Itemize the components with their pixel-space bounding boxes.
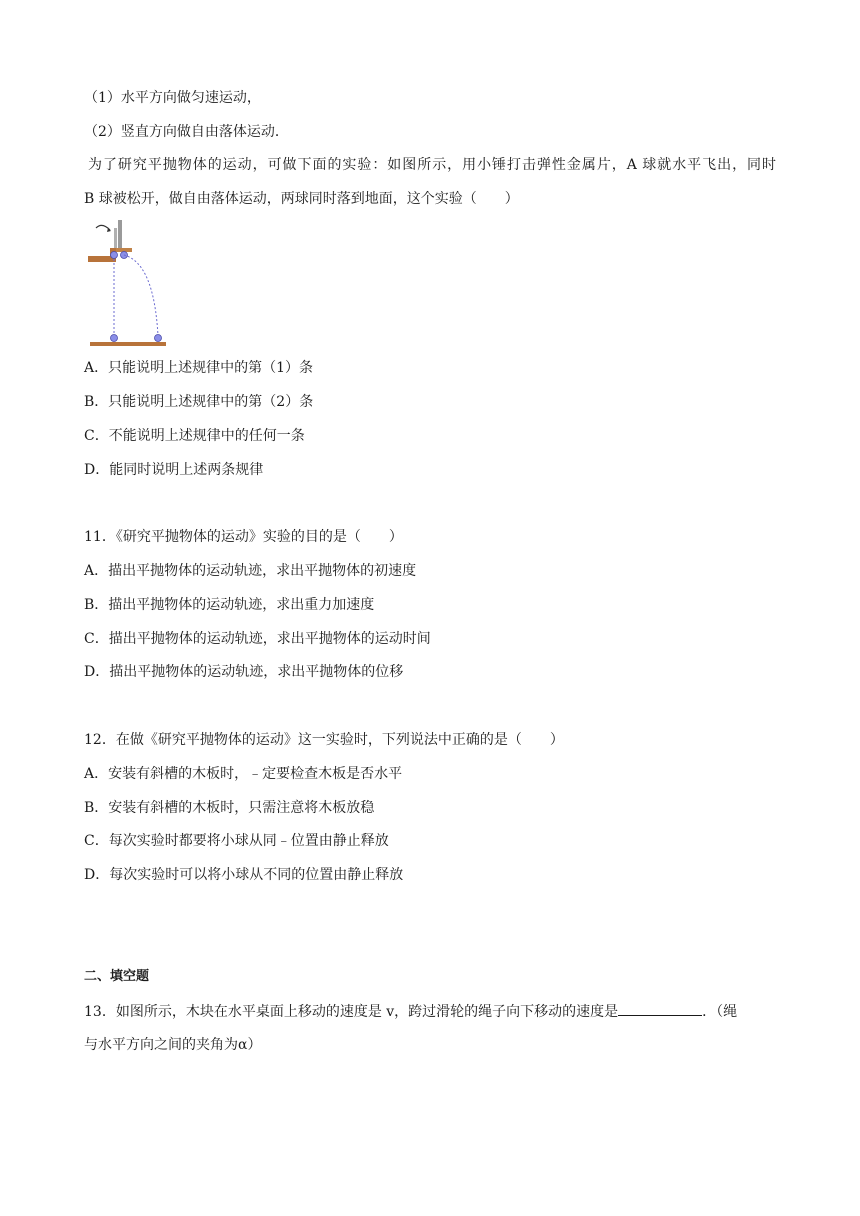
q12-option-a: A．安装有斜槽的木板时，﹣定要检查木板是否水平	[84, 766, 403, 782]
elastic-metal-strip	[88, 256, 112, 262]
q11-option-d: D．描出平抛物体的运动轨迹，求出平抛物体的位移	[84, 664, 404, 680]
q11-option-c: C．描出平抛物体的运动轨迹，求出平抛物体的运动时间	[84, 631, 431, 647]
projectile-experiment-figure	[84, 218, 168, 352]
q10-option-a: A．只能说明上述规律中的第（1）条	[84, 360, 314, 376]
q12-option-d: D．每次实验时可以将小球从不同的位置由静止释放	[84, 867, 404, 883]
q10-option-c: C．不能说明上述规律中的任何一条	[84, 428, 305, 444]
question-12-stem: 12．在做《研究平抛物体的运动》这一实验时，下列说法中正确的是（ ）	[84, 732, 564, 748]
ball-b-landed	[111, 335, 118, 342]
question-10-text-line-2: B 球被松开，做自由落体运动，两球同时落到地面，这个实验（ ）	[84, 191, 519, 207]
q10-option-d: D．能同时说明上述两条规律	[84, 462, 264, 478]
question-10-text-line-1: 为了研究平抛物体的运动，可做下面的实验：如图所示，用小锤打击弹性金属片，A 球就水平飞出，同时	[88, 157, 776, 173]
question-13-stem-line-1	[84, 1001, 737, 1022]
section-fill-in-blank-title: 二、填空题	[84, 969, 150, 984]
q12-option-c: C．每次实验时都要将小球从同﹣位置由静止释放	[84, 833, 389, 849]
q11-option-b: B．描出平抛物体的运动轨迹，求出重力加速度	[84, 597, 375, 613]
rule-2: （2）竖直方向做自由落体运动．	[84, 124, 289, 140]
q12-option-b: B．安装有斜槽的木板时，只需注意将木板放稳	[84, 800, 375, 816]
ball-a-parabolic-path	[124, 255, 158, 336]
question-13-stem-line-2: 与水平方向之间的夹角为α）	[84, 1037, 262, 1053]
question-11-stem: 11．《研究平抛物体的运动》实验的目的是（ ）	[84, 529, 403, 545]
ground	[90, 342, 166, 346]
q13-stem-after-blank: ．（绳	[702, 1004, 738, 1020]
stand-post	[118, 220, 122, 248]
q13-answer-blank	[618, 1001, 702, 1016]
rule-1: （1）水平方向做匀速运动，	[84, 90, 261, 106]
q11-option-a: A．描出平抛物体的运动轨迹，求出平抛物体的初速度	[84, 563, 417, 579]
stand-bracket	[114, 228, 117, 248]
q10-option-b: B．只能说明上述规律中的第（2）条	[84, 394, 314, 410]
ball-a-landed	[155, 335, 162, 342]
q13-stem-before-blank: 13．如图所示，木块在水平桌面上移动的速度是 v，跨过滑轮的绳子向下移动的速度是	[84, 1004, 619, 1020]
ball-b-start	[111, 252, 118, 259]
